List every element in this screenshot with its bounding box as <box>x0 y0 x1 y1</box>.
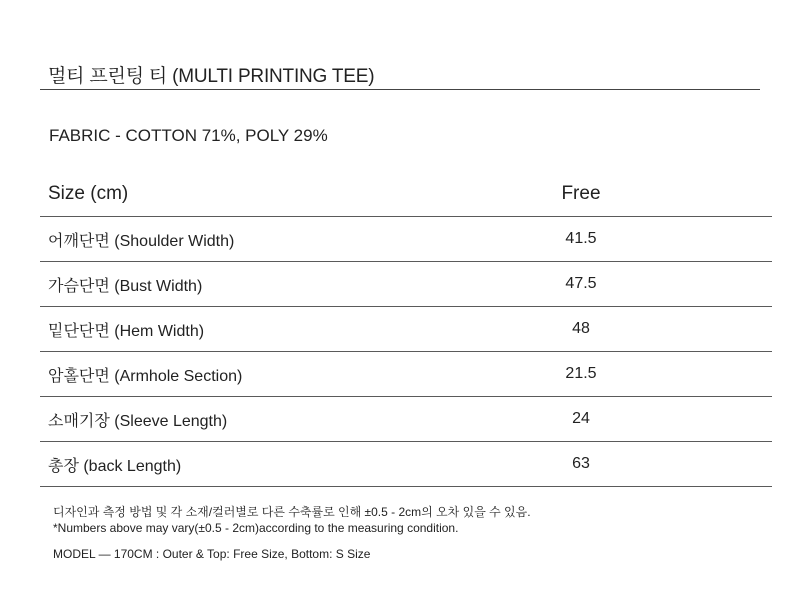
row-spacer <box>726 217 772 262</box>
fabric-composition: FABRIC - COTTON 71%, POLY 29% <box>49 126 328 145</box>
table-row <box>40 262 772 307</box>
size-table-header <box>40 172 772 217</box>
measurement-notes <box>53 504 531 536</box>
model-info: MODEL — 170CM : Outer & Top: Free Size, Bottom: S Size <box>53 547 371 561</box>
row-spacer <box>726 262 772 307</box>
size-table <box>40 172 772 487</box>
row-value: 63 <box>436 442 726 487</box>
row-label: 소매기장 (Sleeve Length) <box>40 397 436 442</box>
table-row <box>40 442 772 487</box>
row-spacer <box>726 352 772 397</box>
table-row <box>40 217 772 262</box>
row-value: 48 <box>436 307 726 352</box>
table-row <box>40 352 772 397</box>
row-spacer <box>726 397 772 442</box>
size-header-spacer <box>726 172 772 217</box>
size-header-value: Free <box>436 172 726 217</box>
row-value: 41.5 <box>436 217 726 262</box>
row-label: 암홀단면 (Armhole Section) <box>40 352 436 397</box>
row-label: 밑단단면 (Hem Width) <box>40 307 436 352</box>
table-row <box>40 307 772 352</box>
row-label: 총장 (back Length) <box>40 442 436 487</box>
product-title: 멀티 프린팅 티 (MULTI PRINTING TEE) <box>48 66 375 87</box>
table-row <box>40 397 772 442</box>
row-label: 어깨단면 (Shoulder Width) <box>40 217 436 262</box>
note-korean: 디자인과 측정 방법 및 각 소재/컬러별로 다른 수축률로 인해 ±0.5 - 2cm의 오차 있을 수 있음. <box>53 505 531 519</box>
row-spacer <box>726 307 772 352</box>
row-spacer <box>726 442 772 487</box>
row-value: 47.5 <box>436 262 726 307</box>
title-divider <box>40 89 760 90</box>
note-english: *Numbers above may vary(±0.5 - 2cm)according to the measuring condition. <box>53 521 459 535</box>
row-value: 24 <box>436 397 726 442</box>
size-header-label: Size (cm) <box>40 172 436 217</box>
row-label: 가슴단면 (Bust Width) <box>40 262 436 307</box>
row-value: 21.5 <box>436 352 726 397</box>
